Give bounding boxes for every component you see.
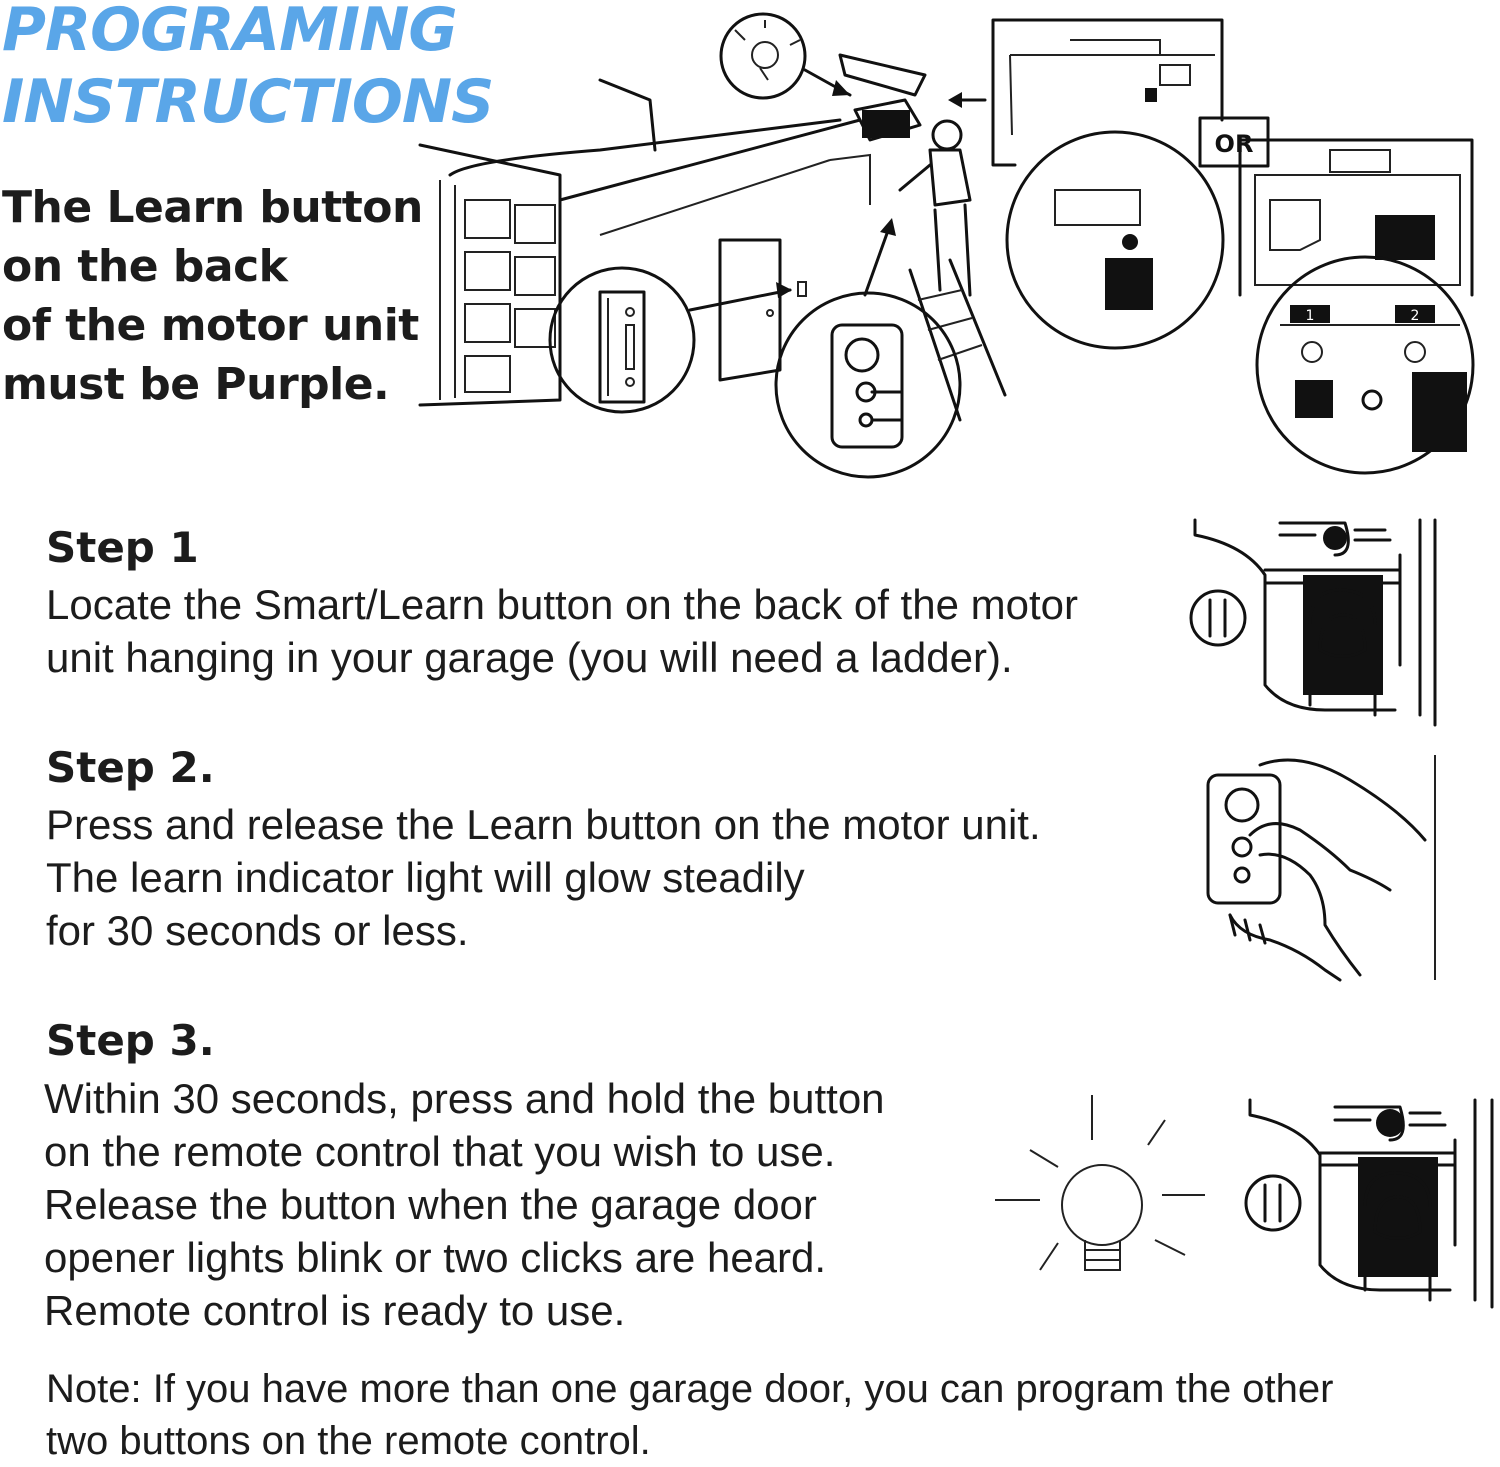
glowing-bulb-icon [990, 1095, 1210, 1295]
step-3-line-2: on the remote control that you wish to use. [44, 1128, 836, 1175]
title-line-1: PROGRAMING [2, 0, 457, 65]
step-2-heading: Step 2. [46, 743, 215, 792]
remote-control-icon [776, 218, 960, 477]
motor-back-panel-icon [948, 20, 1473, 473]
title-line-2: INSTRUCTIONS [2, 67, 494, 137]
step-3-heading: Step 3. [46, 1016, 215, 1065]
step-3-line-1: Within 30 seconds, press and hold the button [44, 1075, 885, 1122]
or-label: OR [1214, 130, 1254, 158]
lead-line-2: on the back [2, 241, 288, 292]
terminal-1-label: 1 [1305, 308, 1315, 324]
hand-holding-remote-icon [1200, 755, 1440, 985]
note-line-2: two buttons on the remote control. [46, 1419, 651, 1463]
light-bulb-icon [721, 14, 850, 98]
garage-scene-illustration [0, 0, 1500, 470]
lead-line-1: The Learn button [2, 182, 423, 233]
learn-button-finger-icon [1185, 515, 1445, 725]
note-text [46, 1363, 1333, 1467]
step-2-line-2: The learn indicator light will glow steadily [46, 854, 805, 901]
step-1-text [46, 578, 1078, 684]
step-1-line-1: Locate the Smart/Learn button on the back of the motor [46, 581, 1078, 628]
step-1-heading: Step 1 [46, 523, 199, 572]
person-on-ladder-icon [900, 121, 1005, 420]
step-3-line-3: Release the button when the garage door [44, 1181, 817, 1228]
step-3-line-4: opener lights blink or two clicks are heard. [44, 1234, 827, 1281]
step-3-text [44, 1072, 885, 1337]
lead-line-3: of the motor unit [2, 300, 419, 351]
step-2-line-1: Press and release the Learn button on the motor unit. [46, 801, 1041, 848]
step-3-line-5: Remote control is ready to use. [44, 1287, 626, 1334]
note-line-1: Note: If you have more than one garage door, you can program the other [46, 1367, 1334, 1411]
wall-button-icon [550, 268, 792, 412]
step-1-line-2: unit hanging in your garage (you will need a ladder). [46, 634, 1013, 681]
step-2-line-3: for 30 seconds or less. [46, 907, 469, 954]
learn-button-press-icon [1240, 1095, 1500, 1310]
terminal-2-label: 2 [1410, 308, 1420, 324]
lead-line-4: must be Purple. [2, 359, 390, 410]
step-2-text [46, 798, 1041, 957]
